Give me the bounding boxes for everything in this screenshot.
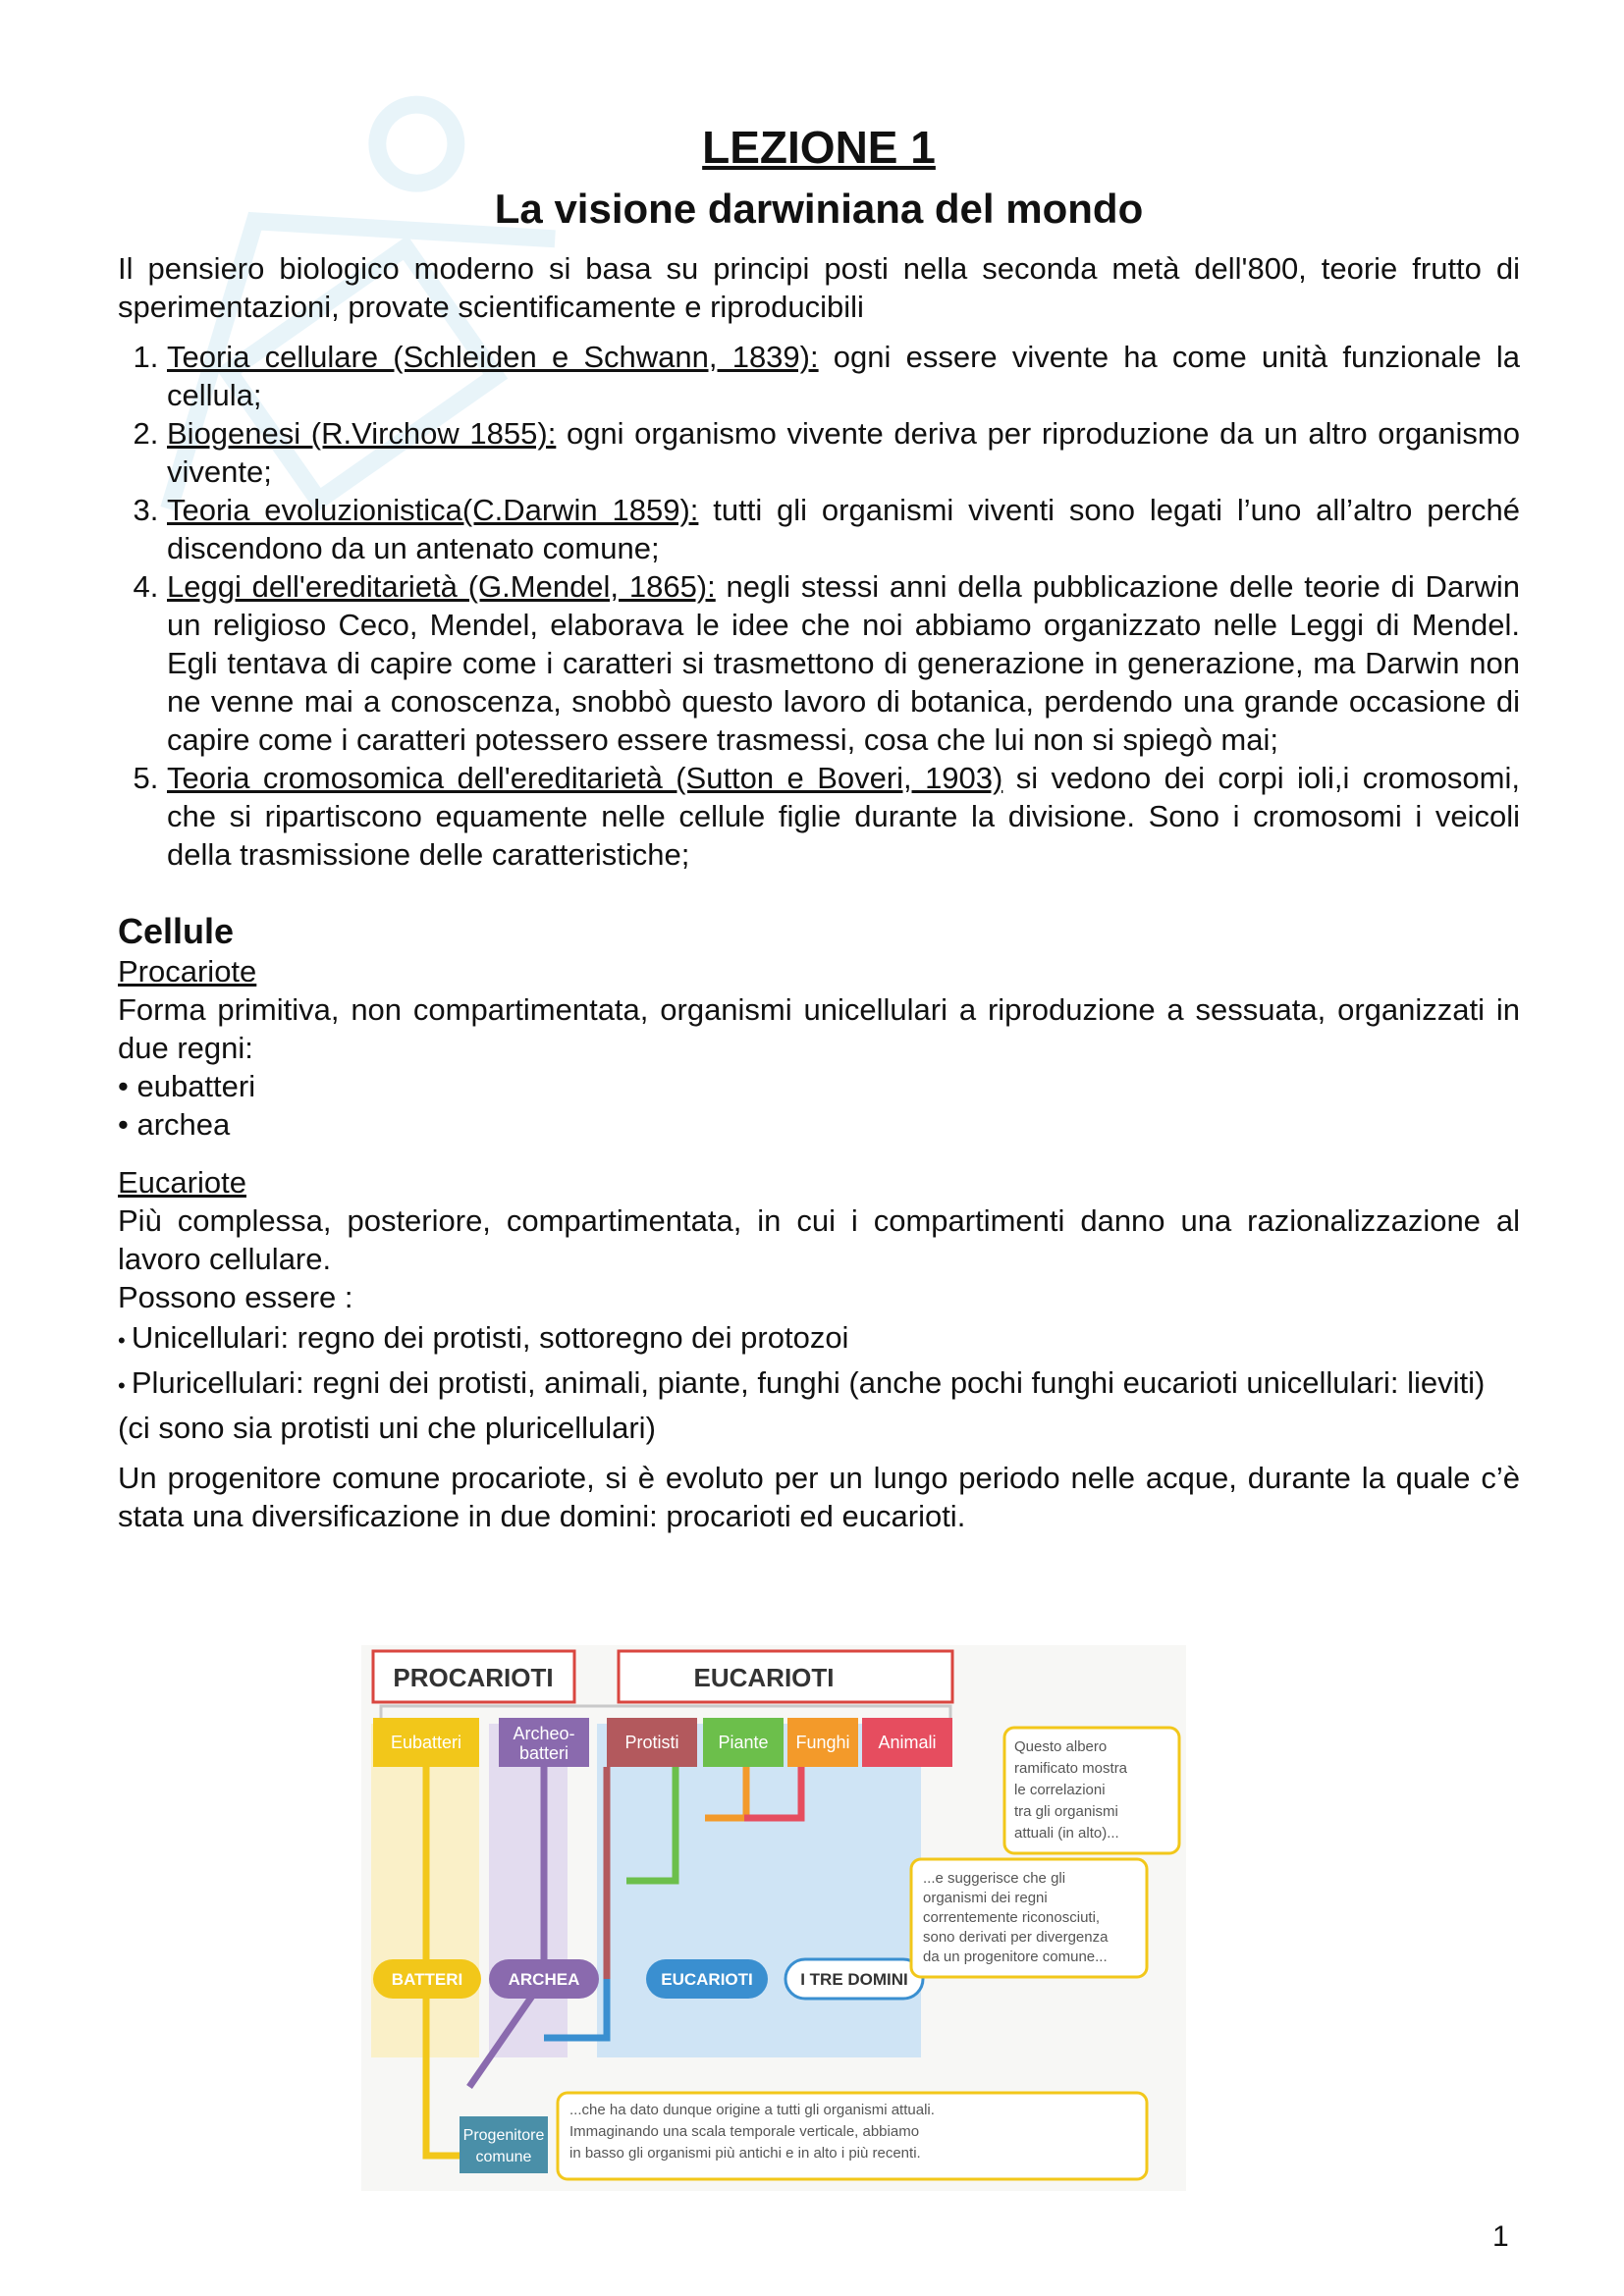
list-item: [167, 567, 1520, 759]
prokaryote-kingdoms-list: [118, 1067, 1520, 1144]
list-item: • eubatteri: [118, 1067, 1520, 1105]
batteri-label: BATTERI: [391, 1970, 463, 1989]
closing-paragraph: Un progenitore comune procariote, si è evoluto per un lungo periodo nelle acque, durante la quale c’è stata una diversificazione in due domini: procarioti ed eucarioti.: [118, 1461, 1520, 1533]
note-2-line: ...e suggerisce che gli: [923, 1870, 1066, 1887]
section-heading-cells: Cellule: [118, 911, 235, 951]
principle-title: Teoria cromosomica dell'ereditarietà (Sutton e Boveri, 1903): [167, 761, 1003, 795]
eubatteri-label: Eubatteri: [390, 1733, 462, 1752]
page-number: 1: [1492, 2220, 1509, 2253]
eukaryote-note: (ci sono sia protisti uni che pluricellulari): [118, 1411, 656, 1445]
page-title: LEZIONE 1: [702, 122, 936, 173]
phylogenetic-tree-figure: [361, 1645, 1186, 2191]
note-1-line: Questo albero: [1014, 1738, 1108, 1755]
list-item: • Pluricellulari: regni dei protisti, animali, piante, funghi (anche pochi funghi eucarioti unicellulari: lieviti): [118, 1363, 1520, 1405]
eucarioti-pill-label: EUCARIOTI: [661, 1970, 753, 1989]
list-item: • Unicellulari: regno dei protisti, sottoregno dei protozoi: [118, 1318, 1520, 1360]
protisti-label: Protisti: [624, 1733, 679, 1752]
principles-list: [118, 338, 1520, 874]
archeobatteri-label-line1: Archeo-: [513, 1724, 575, 1743]
note-3-line: in basso gli organismi più antichi e in alto i più recenti.: [569, 2145, 921, 2162]
intro-paragraph: Il pensiero biologico moderno si basa su principi posti nella seconda metà dell'800, teorie frutto di sperimentazioni, provate scientificamente e riproducibili: [118, 251, 1520, 324]
principle-title: Teoria evoluzionistica(C.Darwin 1859):: [167, 493, 699, 527]
principle-text: si vedono dei corpi ioli,i cromosomi, che si ripartiscono equamente nelle cellule figlie durante la divisione. Sono i cromosomi i veicoli della trasmissione delle caratteristiche;: [167, 761, 1520, 872]
note-2-line: sono derivati per divergenza: [923, 1929, 1109, 1946]
note-3-line: Immaginando una scala temporale verticale, abbiamo: [569, 2123, 920, 2140]
eukaryote-background: [597, 1724, 921, 2057]
subheading-prokaryote: Procariote: [118, 954, 257, 988]
eukaryote-paragraph: Più complessa, posteriore, compartimentata, in cui i compartimenti danno una razionalizzazione al lavoro cellulare.: [118, 1203, 1520, 1276]
principle-text: ogni essere vivente ha come unità funzionale la cellula;: [167, 340, 1521, 412]
eukaryote-types-list: [118, 1318, 1520, 1405]
list-item: [167, 338, 1520, 414]
tre-domini-label: I TRE DOMINI: [800, 1970, 908, 1989]
page-subtitle: La visione darwiniana del mondo: [494, 186, 1144, 232]
eukaryote-can-be: Possono essere :: [118, 1280, 353, 1314]
principle-text: negli stessi anni della pubblicazione delle teorie di Darwin un religioso Ceco, Mendel, elaborava le idee che noi abbiamo organizzato nelle Leggi di Mendel. Egli tentava di capire come i caratteri si trasmettono di generazione in generazione, ma Darwin non ne venne mai a conoscenza, snobbò questo lavoro di botanica, perdendo una grande occasione di capire come i caratteri potessero essere trasmessi, cosa che lui non si spiegò mai;: [167, 569, 1520, 757]
piante-label: Piante: [718, 1733, 769, 1752]
note-1-line: attuali (in alto)...: [1014, 1825, 1119, 1842]
principle-text: tutti gli organismi viventi sono legati l’uno all’altro perché discendono da un antenato comune;: [167, 493, 1520, 565]
note-2-line: organismi dei regni: [923, 1890, 1048, 1906]
archea-label: ARCHEA: [508, 1970, 580, 1989]
animali-label: Animali: [878, 1733, 937, 1752]
note-2-line: da un progenitore comune...: [923, 1949, 1108, 1965]
list-item: • archea: [118, 1105, 1520, 1144]
principle-title: Leggi dell'ereditarietà (G.Mendel, 1865):: [167, 569, 716, 604]
procarioti-label: PROCARIOTI: [393, 1663, 554, 1692]
progenitore-label-line1: Progenitore: [462, 2127, 545, 2144]
principle-title: Teoria cellulare (Schleiden e Schwann, 1839):: [167, 340, 819, 374]
archeobatteri-label-line2: batteri: [518, 1743, 569, 1763]
prokaryote-paragraph: Forma primitiva, non compartimentata, organismi unicellulari a riproduzione a sessuata, organizzati in due regni:: [118, 992, 1520, 1065]
principle-title: Biogenesi (R.Virchow 1855):: [167, 416, 557, 451]
note-1-line: ramificato mostra: [1014, 1760, 1128, 1777]
eucarioti-label: EUCARIOTI: [693, 1663, 835, 1692]
note-1-line: tra gli organismi: [1014, 1803, 1118, 1820]
note-2-line: correntemente riconosciuti,: [923, 1909, 1101, 1926]
subheading-eukaryote: Eucariote: [118, 1165, 246, 1200]
funghi-label: Funghi: [795, 1733, 850, 1752]
note-1-line: le correlazioni: [1014, 1782, 1106, 1798]
document-page: [118, 118, 1520, 1535]
principle-text: ogni organismo vivente deriva per riproduzione da un altro organismo vivente;: [167, 416, 1520, 489]
list-item: [167, 491, 1520, 567]
progenitore-label-line2: comune: [475, 2149, 532, 2165]
list-item: [167, 759, 1520, 874]
note-3-line: ...che ha dato dunque origine a tutti gli organismi attuali.: [569, 2102, 935, 2118]
list-item: [167, 414, 1520, 491]
